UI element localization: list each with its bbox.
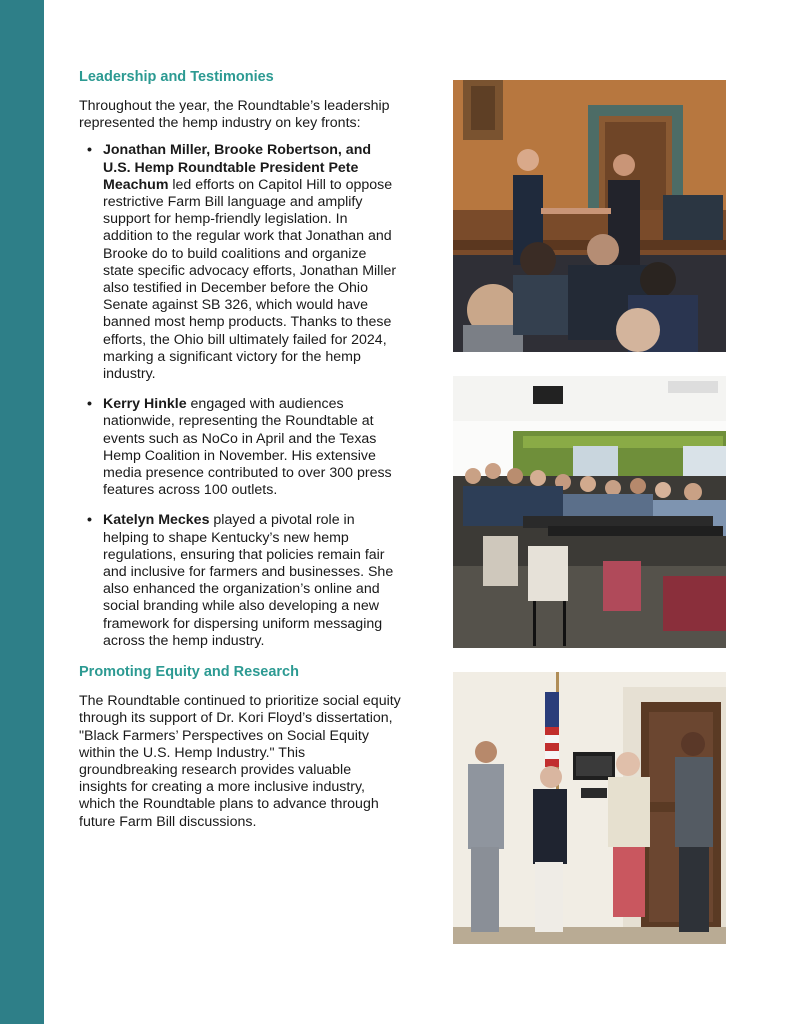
- equity-body: The Roundtable continued to prioritize social equity through its support of Dr. Kori Floyd’s dissertation, "Black Farmers’ Perspectives on Social Equity within the U.S. Hemp Industry." This groundbreaking research provides valuable insights for creating a more inclusive industry, which the Roundtable plans to advance through future Farm Bill discussions.: [79, 693, 401, 830]
- bullet-item: [87, 142, 401, 383]
- bullet-text: led efforts on Capitol Hill to oppose restrictive Farm Bill language and amplify support for hemp-friendly legislation. In addition to the regular work that Jonathan and Brooke do to build coalitions and organize state specific advocacy efforts, Jonathan Miller also testified in December before the Ohio Senate against SB 326, which would have banned most hemp products. Thanks to these efforts, the Ohio bill ultimately failed for 2024, marking a significant victory for the hemp industry.: [103, 176, 397, 383]
- bullet-bold: Jonathan Miller, Brooke Robertson, and U.S. Hemp Roundtable President Pete Meachum: [103, 142, 372, 193]
- bullet-item: [87, 396, 401, 499]
- photo-capitol-hallway: [453, 672, 726, 944]
- leadership-heading: Leadership and Testimonies: [79, 69, 274, 85]
- leadership-intro: Throughout the year, the Roundtable’s leadership represented the hemp industry on key fronts:: [79, 98, 390, 132]
- capitol-hallway-illustration: [453, 672, 726, 944]
- bullet-dot: •: [87, 396, 92, 413]
- bullet-bold: Kerry Hinkle: [103, 396, 187, 413]
- bullet-item: [87, 512, 401, 650]
- bullet-dot: •: [87, 142, 92, 159]
- senate-hearing-illustration: [453, 80, 726, 352]
- bullet-dot: •: [87, 512, 92, 529]
- bullet-text: engaged with audiences nationwide, representing the Roundtable at events such as NoCo in April and the Texas Hemp Coalition in November. His extensive media presence contributed to over 300 press features across 100 outlets.: [103, 396, 392, 499]
- photo-group-dinner: [453, 376, 726, 648]
- text-column: [79, 66, 401, 831]
- bullet-bold: Katelyn Meckes: [103, 512, 210, 529]
- equity-heading: Promoting Equity and Research: [79, 664, 299, 681]
- side-accent-bar: [0, 0, 44, 1024]
- bullet-text: played a pivotal role in helping to shape Kentucky’s new hemp regulations, ensuring that policies remain fair and inclusive for farmers and businesses. She also enhanced the organization’s online and social branding while also developing a new framework for dispersing uniform messaging across the hemp industry.: [103, 512, 394, 649]
- group-dinner-illustration: [453, 376, 726, 648]
- photo-senate-hearing: [453, 80, 726, 352]
- leadership-bullets: [87, 142, 401, 650]
